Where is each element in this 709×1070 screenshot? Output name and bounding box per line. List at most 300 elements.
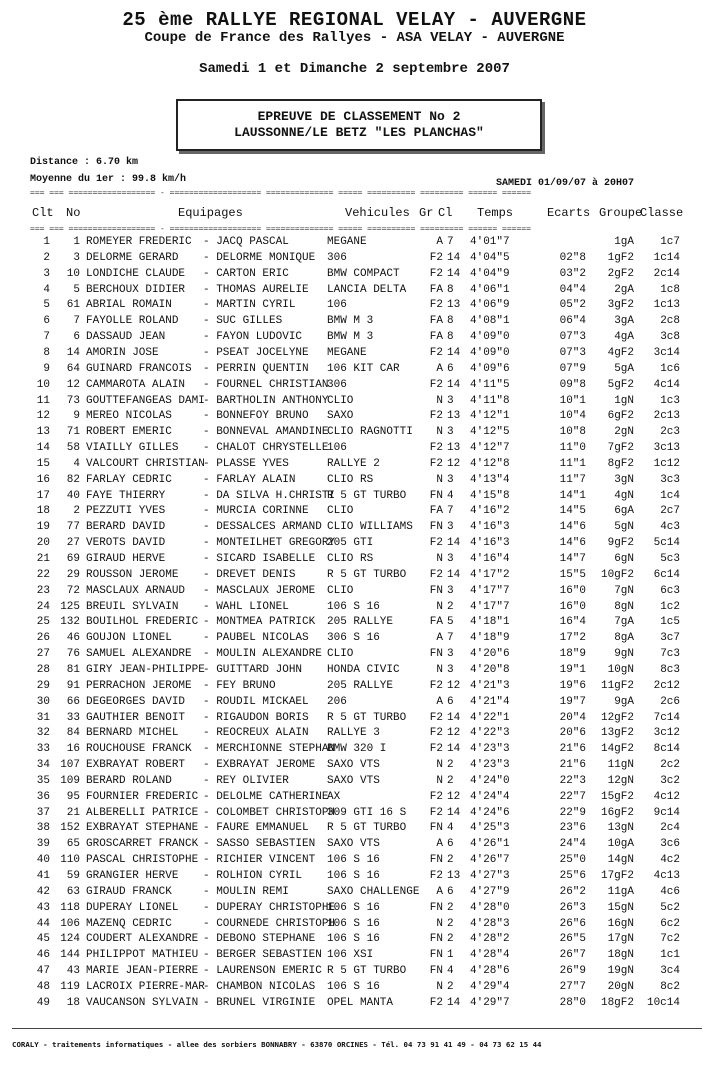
table-row bbox=[0, 442, 709, 458]
cell-class-rank: 5c2 bbox=[660, 901, 680, 914]
table-row bbox=[0, 490, 709, 506]
cell-class: 5 bbox=[447, 616, 454, 629]
cell-group: F2 bbox=[429, 711, 443, 724]
table-row bbox=[0, 791, 709, 807]
cell-group-rank: 1gA bbox=[614, 236, 634, 248]
cell-vehicle: CLIO RAGNOTTI bbox=[327, 426, 413, 439]
cell-class-rank: 4c14 bbox=[653, 378, 680, 391]
cell-car-number: 4 bbox=[73, 457, 80, 470]
cell-class-rank: 6c14 bbox=[653, 568, 680, 581]
cell-gap: 14"5 bbox=[559, 505, 586, 518]
cell-group: F2 bbox=[429, 568, 443, 581]
cell-gap: 23"6 bbox=[559, 822, 586, 835]
table-row bbox=[0, 838, 709, 854]
table-row bbox=[0, 648, 709, 664]
cell-car-number: 152 bbox=[60, 822, 80, 835]
cell-class-rank: 1c5 bbox=[660, 616, 680, 629]
cell-time: 4'26"1 bbox=[470, 838, 510, 851]
cell-class: 4 bbox=[447, 489, 454, 502]
cell-gap: 25"0 bbox=[559, 854, 586, 867]
cell-group: F2 bbox=[429, 870, 443, 882]
table-row bbox=[0, 854, 709, 870]
table-row bbox=[0, 410, 709, 426]
cell-group: N bbox=[436, 980, 443, 993]
cell-class: 2 bbox=[447, 933, 454, 946]
cell-codriver: - FAYON LUDOVIC bbox=[203, 331, 303, 344]
cell-group-rank: 9gN bbox=[614, 648, 634, 661]
cell-class: 2 bbox=[447, 854, 454, 867]
cell-gap: 05"2 bbox=[559, 299, 586, 312]
cell-time: 4'20"6 bbox=[470, 648, 510, 661]
cell-time: 4'13"4 bbox=[470, 473, 510, 486]
cell-group-rank: 18gN bbox=[607, 949, 634, 962]
cell-time: 4'24"6 bbox=[470, 806, 510, 819]
cell-car-number: 106 bbox=[60, 917, 80, 930]
cell-codriver: - PSEAT JOCELYNE bbox=[203, 346, 309, 359]
cell-class: 6 bbox=[447, 362, 454, 375]
cell-rank: 16 bbox=[36, 473, 50, 486]
cell-class: 8 bbox=[447, 315, 454, 328]
cell-driver: EXBRAYAT ROBERT bbox=[86, 759, 186, 772]
cell-group: N bbox=[436, 917, 443, 930]
cell-car-number: 46 bbox=[66, 632, 80, 645]
cell-gap: 27"7 bbox=[559, 980, 586, 993]
col-equipages: Equipages bbox=[178, 206, 243, 220]
cell-driver: GUINARD FRANCOIS bbox=[86, 362, 192, 375]
cell-vehicle: R 5 GT TURBO bbox=[327, 489, 407, 502]
cell-class-rank: 5c14 bbox=[653, 537, 680, 550]
cell-car-number: 1 bbox=[73, 236, 80, 248]
cell-car-number: 66 bbox=[66, 695, 80, 708]
cell-rank: 43 bbox=[36, 901, 50, 914]
cell-group-rank: 6gF2 bbox=[607, 410, 634, 423]
cell-group-rank: 19gN bbox=[607, 965, 634, 978]
cell-rank: 11 bbox=[36, 394, 50, 407]
cell-class: 3 bbox=[447, 663, 454, 676]
cell-gap: 26"7 bbox=[559, 949, 586, 962]
cell-codriver: - RIGAUDON BORIS bbox=[203, 711, 309, 724]
table-row bbox=[0, 981, 709, 997]
cell-class-rank: 8c14 bbox=[653, 743, 680, 756]
cell-time: 4'28"2 bbox=[470, 933, 510, 946]
cell-class: 2 bbox=[447, 901, 454, 914]
cell-class-rank: 3c2 bbox=[660, 774, 680, 787]
cell-class: 14 bbox=[447, 568, 461, 581]
cell-time: 4'25"3 bbox=[470, 822, 510, 835]
cell-vehicle: LANCIA DELTA bbox=[327, 283, 407, 296]
cell-gap: 26"9 bbox=[559, 965, 586, 978]
cell-vehicle: RALLYE 3 bbox=[327, 727, 380, 740]
cell-driver: ABRIAL ROMAIN bbox=[86, 299, 172, 312]
cell-codriver: - MARTIN CYRIL bbox=[203, 299, 296, 312]
table-row bbox=[0, 426, 709, 442]
cell-class: 13 bbox=[447, 870, 461, 882]
cell-driver: GIRY JEAN-PHILIPPE bbox=[86, 663, 205, 676]
cell-driver: LONDICHE CLAUDE bbox=[86, 267, 186, 280]
cell-vehicle: R 5 GT TURBO bbox=[327, 965, 407, 978]
cell-rank: 48 bbox=[36, 980, 50, 993]
cell-class-rank: 2c4 bbox=[660, 822, 680, 835]
cell-codriver: - MOULIN ALEXANDRE bbox=[203, 648, 322, 661]
cell-codriver: - DELOLME CATHERINE bbox=[203, 790, 329, 803]
results-timestamp: SAMEDI 01/09/07 à 20H07 bbox=[496, 178, 635, 189]
table-row bbox=[0, 268, 709, 284]
cell-vehicle: RALLYE 2 bbox=[327, 457, 380, 470]
cell-class: 14 bbox=[447, 743, 461, 756]
cell-gap: 14"7 bbox=[559, 553, 586, 565]
table-row bbox=[0, 315, 709, 331]
cell-vehicle: OPEL MANTA bbox=[327, 996, 394, 1009]
table-row bbox=[0, 601, 709, 617]
cell-vehicle: SAXO VTS bbox=[327, 774, 380, 787]
cell-class-rank: 3c7 bbox=[660, 632, 680, 645]
cell-vehicle: 106 S 16 bbox=[327, 901, 380, 914]
cell-rank: 20 bbox=[36, 537, 50, 550]
cell-group-rank: 17gN bbox=[607, 933, 634, 946]
cell-rank: 23 bbox=[36, 584, 50, 597]
footer-text: CORALY - traitements informatiques - allee des sorbiers BONNABRY - 63870 ORCINES - Tél. 04 73 91 41 49 - 04 73 62 15 44 bbox=[12, 1040, 542, 1049]
cell-class-rank: 5c3 bbox=[660, 553, 680, 565]
cell-time: 4'12"1 bbox=[470, 410, 510, 423]
cell-rank: 22 bbox=[36, 568, 50, 581]
cell-time: 4'11"5 bbox=[470, 378, 510, 391]
cell-group: F2 bbox=[429, 727, 443, 740]
cell-codriver: - EXBRAYAT JEROME bbox=[203, 759, 316, 772]
cell-car-number: 65 bbox=[66, 838, 80, 851]
cell-rank: 36 bbox=[36, 790, 50, 803]
cell-class-rank: 6c3 bbox=[660, 584, 680, 597]
cell-class: 7 bbox=[447, 236, 454, 248]
cell-driver: BERCHOUX DIDIER bbox=[86, 283, 186, 296]
table-row bbox=[0, 997, 709, 1013]
table-row bbox=[0, 727, 709, 743]
cell-driver: CAMMAROTA ALAIN bbox=[86, 378, 186, 391]
cell-driver: PASCAL CHRISTOPHE bbox=[86, 854, 199, 867]
cell-driver: ROMEYER FREDERIC bbox=[86, 236, 192, 248]
cell-vehicle: 309 GTI 16 S bbox=[327, 806, 407, 819]
cell-car-number: 118 bbox=[60, 901, 80, 914]
cell-time: 4'20"8 bbox=[470, 663, 510, 676]
cell-gap: 14"1 bbox=[559, 489, 586, 502]
cell-class-rank: 3c4 bbox=[660, 965, 680, 978]
cell-gap: 19"6 bbox=[559, 679, 586, 692]
cell-class-rank: 2c6 bbox=[660, 695, 680, 708]
cell-time: 4'28"3 bbox=[470, 917, 510, 930]
cell-gap: 20"6 bbox=[559, 727, 586, 740]
cell-time: 4'16"2 bbox=[470, 505, 510, 518]
cell-group: FN bbox=[429, 965, 443, 978]
cell-rank: 46 bbox=[36, 949, 50, 962]
cell-gap: 22"7 bbox=[559, 790, 586, 803]
cell-group: F2 bbox=[429, 410, 443, 423]
table-row bbox=[0, 569, 709, 585]
cell-car-number: 18 bbox=[66, 996, 80, 1009]
cell-group-rank: 5gN bbox=[614, 521, 634, 534]
cell-group: N bbox=[436, 774, 443, 787]
table-row bbox=[0, 712, 709, 728]
cell-rank: 19 bbox=[36, 521, 50, 534]
cell-group-rank: 4gF2 bbox=[607, 346, 634, 359]
cell-time: 4'08"1 bbox=[470, 315, 510, 328]
cell-class-rank: 2c14 bbox=[653, 267, 680, 280]
cell-codriver: - THOMAS AURELIE bbox=[203, 283, 309, 296]
cell-car-number: 12 bbox=[66, 378, 80, 391]
cell-class: 2 bbox=[447, 600, 454, 613]
cell-group: F2 bbox=[429, 679, 443, 692]
cell-gap: 03"2 bbox=[559, 267, 586, 280]
cell-class: 7 bbox=[447, 505, 454, 518]
cell-driver: BERNARD MICHEL bbox=[86, 727, 179, 740]
cell-time: 4'17"7 bbox=[470, 584, 510, 597]
cell-class: 4 bbox=[447, 965, 454, 978]
cell-driver: DELORME GERARD bbox=[86, 251, 179, 264]
cell-codriver: - PLASSE YVES bbox=[203, 457, 289, 470]
cell-rank: 15 bbox=[36, 457, 50, 470]
cell-vehicle: MEGANE bbox=[327, 236, 367, 248]
cell-group-rank: 14gN bbox=[607, 854, 634, 867]
cell-codriver: - REOCREUX ALAIN bbox=[203, 727, 309, 740]
cell-driver: FAYOLLE ROLAND bbox=[86, 315, 179, 328]
cell-vehicle: AX bbox=[327, 790, 341, 803]
cell-driver: ROUCHOUSE FRANCK bbox=[86, 743, 192, 756]
cell-codriver: - JACQ PASCAL bbox=[203, 236, 289, 248]
cell-time: 4'16"3 bbox=[470, 537, 510, 550]
cell-vehicle: 205 GTI bbox=[327, 537, 374, 550]
cell-class-rank: 3c6 bbox=[660, 838, 680, 851]
cell-driver: FOURNIER FREDERIC bbox=[86, 790, 199, 803]
cell-codriver: - CHAMBON NICOLAS bbox=[203, 980, 316, 993]
cell-time: 4'28"0 bbox=[470, 901, 510, 914]
cell-rank: 8 bbox=[43, 346, 50, 359]
cell-codriver: - MERCHIONNE STEPHAN bbox=[203, 743, 336, 756]
cell-class: 14 bbox=[447, 267, 461, 280]
cell-gap: 16"0 bbox=[559, 600, 586, 613]
cell-class: 8 bbox=[447, 331, 454, 344]
cell-group-rank: 2gF2 bbox=[607, 267, 634, 280]
cell-gap: 26"3 bbox=[559, 901, 586, 914]
cell-car-number: 82 bbox=[66, 473, 80, 486]
table-row bbox=[0, 521, 709, 537]
separator-bottom: === === ================== - =================== ============== ===== ========== ========= ====== ====== bbox=[30, 224, 531, 233]
cell-vehicle: CLIO RS bbox=[327, 553, 374, 565]
cell-group: A bbox=[436, 838, 443, 851]
cell-class-rank: 2c7 bbox=[660, 505, 680, 518]
cell-rank: 47 bbox=[36, 965, 50, 978]
cell-codriver: - DELORME MONIQUE bbox=[203, 251, 316, 264]
cell-vehicle: CLIO bbox=[327, 505, 354, 518]
cell-group-rank: 12gF2 bbox=[600, 711, 634, 724]
footer-rule bbox=[12, 1028, 702, 1029]
cell-group: F2 bbox=[429, 743, 443, 756]
cell-time: 4'01"7 bbox=[470, 236, 510, 248]
cell-class-rank: 1c1 bbox=[660, 949, 680, 962]
cell-group: F2 bbox=[429, 457, 443, 470]
table-row bbox=[0, 347, 709, 363]
cell-time: 4'09"0 bbox=[470, 331, 510, 344]
cell-codriver: - RICHIER VINCENT bbox=[203, 854, 316, 867]
col-groupe: Groupe bbox=[599, 206, 643, 220]
cell-time: 4'24"4 bbox=[470, 790, 510, 803]
cell-rank: 5 bbox=[43, 299, 50, 312]
cell-group-rank: 11gF2 bbox=[600, 679, 634, 692]
cell-gap: 14"6 bbox=[559, 537, 586, 550]
cell-group: F2 bbox=[429, 806, 443, 819]
cell-class: 6 bbox=[447, 838, 454, 851]
cell-group: FN bbox=[429, 933, 443, 946]
table-row bbox=[0, 299, 709, 315]
cell-time: 4'29"7 bbox=[470, 996, 510, 1009]
col-ecarts: Ecarts bbox=[547, 206, 591, 220]
cell-codriver: - SICARD ISABELLE bbox=[203, 553, 316, 565]
cell-gap: 26"6 bbox=[559, 917, 586, 930]
cell-vehicle: SAXO VTS bbox=[327, 838, 380, 851]
table-row bbox=[0, 664, 709, 680]
cell-driver: VEROTS DAVID bbox=[86, 537, 166, 550]
cell-group-rank: 16gN bbox=[607, 917, 634, 930]
cell-gap: 06"4 bbox=[559, 315, 586, 328]
cell-car-number: 5 bbox=[73, 283, 80, 296]
cell-group-rank: 18gF2 bbox=[600, 996, 634, 1009]
cell-car-number: 40 bbox=[66, 489, 80, 502]
cell-driver: ROUSSON JEROME bbox=[86, 568, 179, 581]
cell-group: FA bbox=[429, 505, 443, 518]
col-temps: Temps bbox=[477, 206, 514, 220]
cell-class-rank: 6c2 bbox=[660, 917, 680, 930]
cell-class-rank: 7c2 bbox=[660, 933, 680, 946]
cell-time: 4'12"7 bbox=[470, 442, 510, 455]
table-row bbox=[0, 585, 709, 601]
cell-group: FN bbox=[429, 901, 443, 914]
cell-car-number: 63 bbox=[66, 885, 80, 898]
cell-time: 4'06"1 bbox=[470, 283, 510, 296]
cell-time: 4'12"8 bbox=[470, 457, 510, 470]
cell-group: FN bbox=[429, 854, 443, 867]
cell-class: 3 bbox=[447, 521, 454, 534]
cell-class: 13 bbox=[447, 299, 461, 312]
cell-time: 4'27"9 bbox=[470, 885, 510, 898]
cell-class-rank: 4c12 bbox=[653, 790, 680, 803]
cell-class-rank: 7c14 bbox=[653, 711, 680, 724]
cell-gap: 26"5 bbox=[559, 933, 586, 946]
cell-class: 12 bbox=[447, 790, 461, 803]
cell-car-number: 81 bbox=[66, 663, 80, 676]
cell-codriver: - FAURE EMMANUEL bbox=[203, 822, 309, 835]
cell-class: 14 bbox=[447, 996, 461, 1009]
cell-vehicle: 106 bbox=[327, 299, 347, 312]
cell-time: 4'18"9 bbox=[470, 632, 510, 645]
cell-car-number: 124 bbox=[60, 933, 80, 946]
cell-group: F2 bbox=[429, 996, 443, 1009]
cell-group: N bbox=[436, 426, 443, 439]
cell-codriver: - CHALOT CHRYSTELLE bbox=[203, 442, 329, 455]
cell-time: 4'24"0 bbox=[470, 774, 510, 787]
cell-class-rank: 3c12 bbox=[653, 727, 680, 740]
cell-group: N bbox=[436, 553, 443, 565]
cell-group: N bbox=[436, 759, 443, 772]
col-gr: Gr bbox=[419, 206, 434, 220]
cell-gap: 07"9 bbox=[559, 362, 586, 375]
cell-group: FA bbox=[429, 315, 443, 328]
cell-rank: 9 bbox=[43, 362, 50, 375]
cell-gap: 09"8 bbox=[559, 378, 586, 391]
cell-vehicle: 106 S 16 bbox=[327, 980, 380, 993]
cell-rank: 31 bbox=[36, 711, 50, 724]
cell-group-rank: 8gN bbox=[614, 600, 634, 613]
cell-time: 4'22"3 bbox=[470, 727, 510, 740]
cell-gap: 25"6 bbox=[559, 870, 586, 882]
cell-group-rank: 1gF2 bbox=[607, 251, 634, 264]
cell-driver: DEGEORGES DAVID bbox=[86, 695, 186, 708]
cell-gap: 19"1 bbox=[559, 663, 586, 676]
cell-car-number: 9 bbox=[73, 410, 80, 423]
cell-rank: 4 bbox=[43, 283, 50, 296]
table-row bbox=[0, 252, 709, 268]
cell-rank: 45 bbox=[36, 933, 50, 946]
cell-rank: 28 bbox=[36, 663, 50, 676]
cell-gap: 22"9 bbox=[559, 806, 586, 819]
cell-driver: AMORIN JOSE bbox=[86, 346, 159, 359]
cell-codriver: - MONTEILHET GREGORY bbox=[203, 537, 336, 550]
cell-vehicle: MEGANE bbox=[327, 346, 367, 359]
cell-group-rank: 11gN bbox=[607, 759, 634, 772]
cell-time: 4'09"0 bbox=[470, 346, 510, 359]
table-row bbox=[0, 458, 709, 474]
stage-number: EPREUVE DE CLASSEMENT No 2 bbox=[257, 109, 461, 124]
cell-class: 12 bbox=[447, 727, 461, 740]
cell-driver: GAUTHIER BENOIT bbox=[86, 711, 186, 724]
cell-driver: LACROIX PIERRE-MAR bbox=[86, 980, 205, 993]
table-row bbox=[0, 886, 709, 902]
cell-class: 3 bbox=[447, 426, 454, 439]
table-row bbox=[0, 505, 709, 521]
cell-vehicle: 106 bbox=[327, 442, 347, 455]
cell-group-rank: 20gN bbox=[607, 980, 634, 993]
cell-driver: BERARD DAVID bbox=[86, 521, 166, 534]
table-row bbox=[0, 680, 709, 696]
table-row bbox=[0, 379, 709, 395]
cell-driver: MAZENQ CEDRIC bbox=[86, 917, 172, 930]
cell-vehicle: CLIO WILLIAMS bbox=[327, 521, 413, 534]
table-row bbox=[0, 918, 709, 934]
cell-class: 2 bbox=[447, 980, 454, 993]
cell-driver: DASSAUD JEAN bbox=[86, 331, 166, 344]
cell-group: A bbox=[436, 695, 443, 708]
cell-gap: 18"9 bbox=[559, 648, 586, 661]
cell-gap: 21"6 bbox=[559, 759, 586, 772]
cell-driver: VALCOURT CHRISTIAN bbox=[86, 457, 205, 470]
rally-title: 25 ème RALLYE REGIONAL VELAY - AUVERGNE bbox=[122, 9, 587, 31]
cell-car-number: 10 bbox=[66, 267, 80, 280]
cell-codriver: - BONNEFOY BRUNO bbox=[203, 410, 309, 423]
table-row bbox=[0, 902, 709, 918]
cell-driver: DUPERAY LIONEL bbox=[86, 901, 179, 914]
cell-class: 13 bbox=[447, 410, 461, 423]
cell-driver: FARLAY CEDRIC bbox=[86, 473, 172, 486]
cell-group-rank: 2gN bbox=[614, 426, 634, 439]
cell-group: F2 bbox=[429, 537, 443, 550]
cell-time: 4'29"4 bbox=[470, 980, 510, 993]
cell-time: 4'21"4 bbox=[470, 695, 510, 708]
cell-group: A bbox=[436, 236, 443, 248]
cell-group-rank: 3gF2 bbox=[607, 299, 634, 312]
separator-top: === === ================== - =================== ============== ===== ========== ========= ====== ====== bbox=[30, 188, 531, 197]
cell-class: 7 bbox=[447, 632, 454, 645]
cell-car-number: 64 bbox=[66, 362, 80, 375]
cell-rank: 21 bbox=[36, 553, 50, 565]
cell-class-rank: 2c12 bbox=[653, 679, 680, 692]
cell-class-rank: 1c12 bbox=[653, 457, 680, 470]
cell-codriver: - DA SILVA H.CHRISTI bbox=[203, 489, 336, 502]
